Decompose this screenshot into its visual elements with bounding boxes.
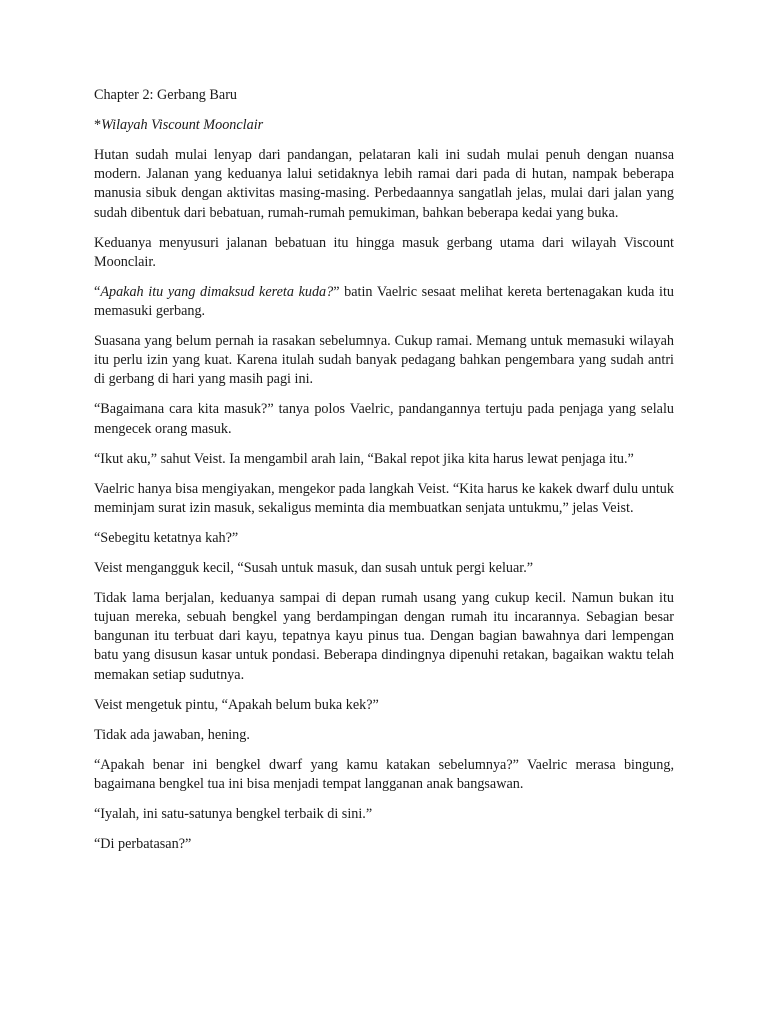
paragraph-6: “Ikut aku,” sahut Veist. Ia mengambil arah lain, “Bakal repot jika kita harus lewat penjaga itu.” xyxy=(94,450,634,467)
subtitle-prefix: * xyxy=(94,117,102,133)
paragraph-1: Hutan sudah mulai lenyap dari pandangan, pelataran kali ini sudah mulai penuh dengan nuansa modern. Jalanan yang keduanya lalui setidaknya lebih ramai dari pada di hutan, nampak beberapa manusia sibuk dengan aktivitas masing-masing. Perbedaannya sangatlah jelas, mulai dari jalan yang sudah dibentuk dari bebatuan, rumah-rumah pemukiman, bahkan beberapa kedai yang buka. xyxy=(94,147,674,221)
paragraph-14: “Iyalah, ini satu-satunya bengkel terbaik di sini.” xyxy=(94,805,373,822)
paragraph-3-rest: ” batin Vaelric sesaat melihat kereta bertenagakan kuda itu memasuki gerbang. xyxy=(94,283,674,320)
subtitle-location: Wilayah Viscount Moonclair xyxy=(101,117,264,133)
paragraph-7: Vaelric hanya bisa mengiyakan, mengekor pada langkah Veist. “Kita harus ke kakek dwarf dulu untuk meminjam surat izin masuk, sekaligus meminta dia membuatkan senjata untukmu,” jelas Veist. xyxy=(94,480,674,516)
paragraph-5: “Bagaimana cara kita masuk?” tanya polos Vaelric, pandangannya tertuju pada penjaga yang selalu mengecek orang masuk. xyxy=(94,401,674,437)
paragraph-11: Veist mengetuk pintu, “Apakah belum buka kek?” xyxy=(94,696,379,713)
paragraph-3-open-quote: “ xyxy=(94,283,101,300)
chapter-subtitle xyxy=(94,116,674,135)
paragraph-3 xyxy=(94,283,674,321)
paragraph-13: “Apakah benar ini bengkel dwarf yang kamu katakan sebelumnya?” Vaelric merasa bingung, bagaimana bengkel tua ini bisa menjadi tempat langganan anak bangsawan. xyxy=(94,756,674,792)
paragraph-2: Keduanya menyusuri jalanan bebatuan itu hingga masuk gerbang utama dari wilayah Viscount Moonclair. xyxy=(94,234,674,270)
paragraph-10: Tidak lama berjalan, keduanya sampai di depan rumah usang yang cukup kecil. Namun bukan itu tujuan mereka, sebuah bengkel yang berdampingan dengan rumah itu incarannya. Sebagian besar bangunan itu terbuat dari kayu, tepatnya kayu pinus tua. Dengan bagian bawahnya dari lempengan batu yang disusun kasar untuk pondasi. Beberapa dindingnya dipenuhi retakan, bagaikan waktu telah memakan setiap sudutnya. xyxy=(94,589,674,683)
paragraph-8: “Sebegitu ketatnya kah?” xyxy=(94,529,239,546)
chapter-title: Chapter 2: Gerbang Baru xyxy=(94,87,238,103)
paragraph-4: Suasana yang belum pernah ia rasakan sebelumnya. Cukup ramai. Memang untuk memasuki wilayah itu perlu izin yang kuat. Karena itulah sudah banyak pedagang bahkan pengembara yang sudah antri di gerbang di hari yang masih pagi ini. xyxy=(94,333,674,388)
paragraph-3-inner-thought: Apakah itu yang dimaksud kereta kuda? xyxy=(100,283,334,300)
paragraph-15: “Di perbatasan?” xyxy=(94,835,192,852)
paragraph-9: Veist mengangguk kecil, “Susah untuk masuk, dan susah untuk pergi keluar.” xyxy=(94,559,534,576)
paragraph-12: Tidak ada jawaban, hening. xyxy=(94,726,250,743)
